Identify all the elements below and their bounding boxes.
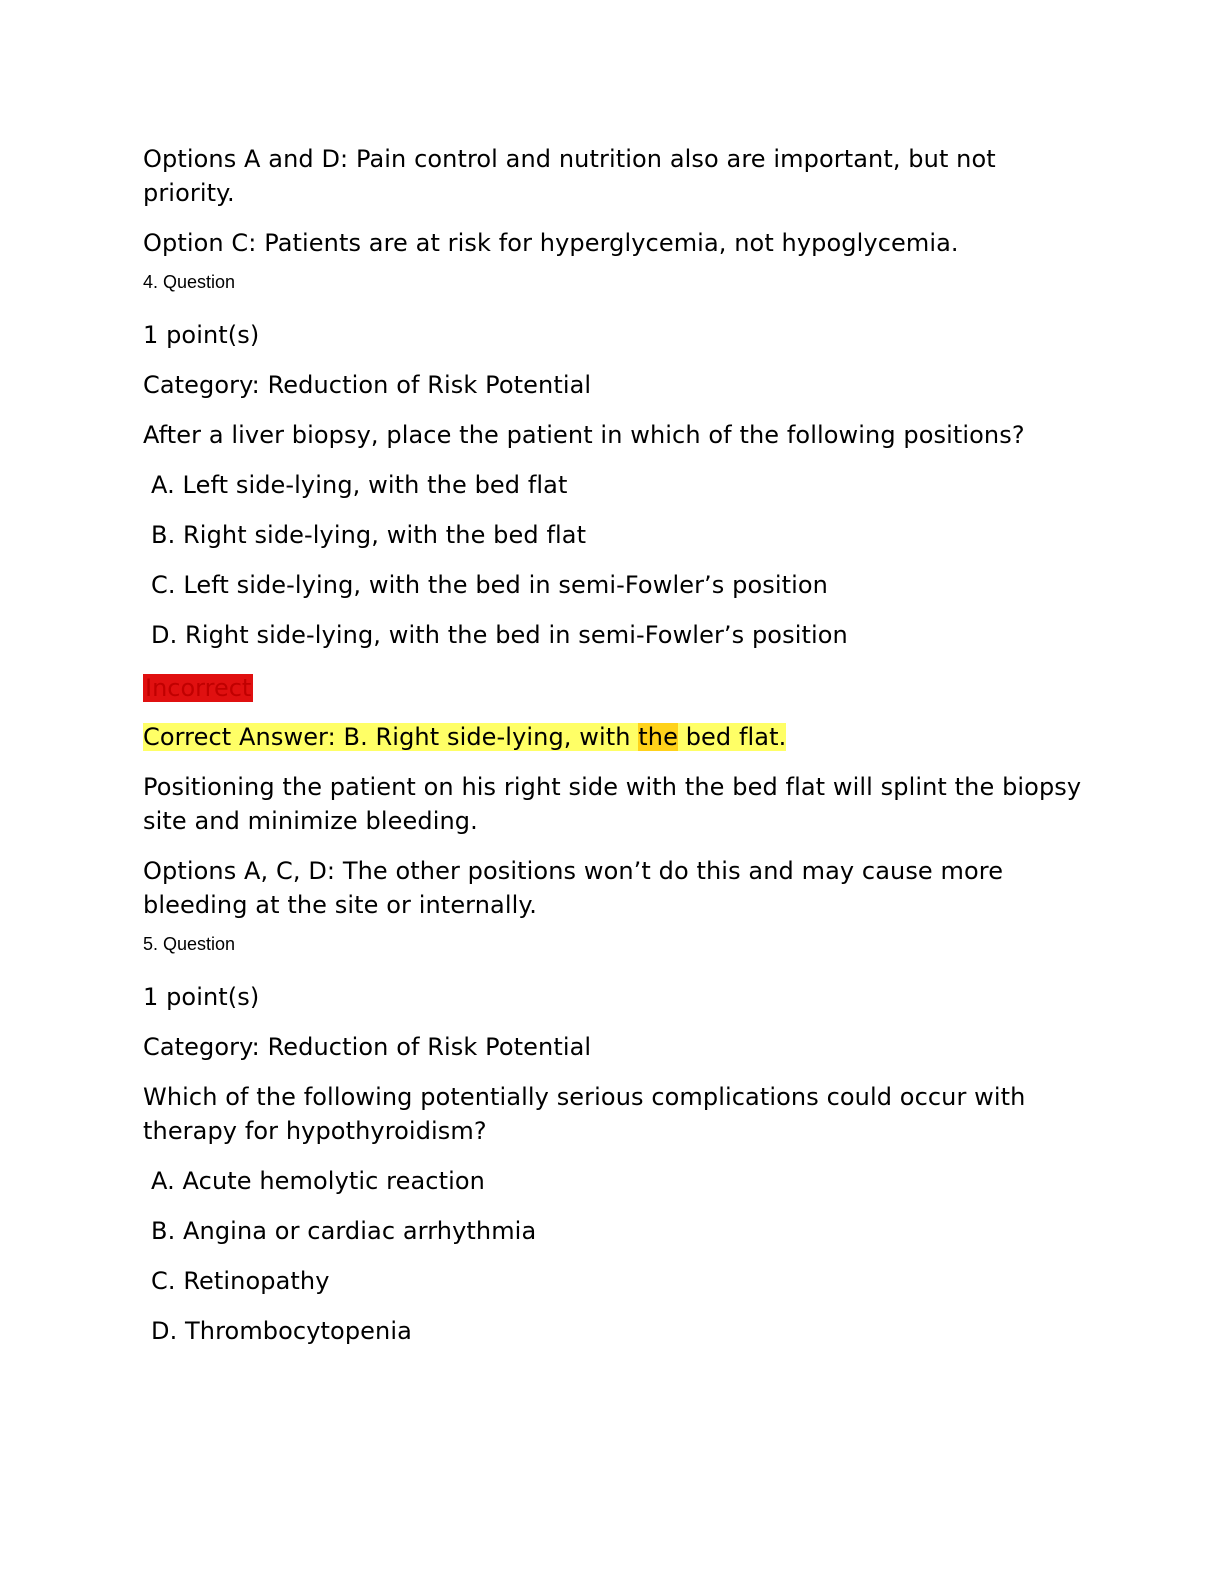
rationale-options-a-d: Options A and D: Pain control and nutrition also are important, but not priority. — [143, 145, 996, 207]
correct-answer-highlight-mid: the — [638, 723, 678, 751]
question-4-number: 4. Question — [143, 272, 236, 292]
question-4-category: Category: Reduction of Risk Potential — [143, 371, 592, 399]
correct-answer-highlight-pre: Correct Answer: B. Right side-lying, with — [143, 723, 639, 751]
question-5-points: 1 point(s) — [143, 983, 260, 1011]
question-5-option-a[interactable]: A. Acute hemolytic reaction — [151, 1167, 485, 1195]
question-4-points: 1 point(s) — [143, 321, 260, 349]
question-4-option-d[interactable]: D. Right side-lying, with the bed in semi-Fowler’s position — [151, 621, 848, 649]
question-5-option-d[interactable]: D. Thrombocytopenia — [151, 1317, 412, 1345]
question-4-option-b[interactable]: B. Right side-lying, with the bed flat — [151, 521, 587, 549]
question-4-correct-answer — [143, 720, 1083, 754]
question-4-result-row — [143, 668, 1083, 720]
question-4-rationale: Positioning the patient on his right side with the bed flat will splint the biopsy site and minimize bleeding. — [143, 773, 1082, 835]
document-page — [143, 142, 1083, 1364]
question-5-category: Category: Reduction of Risk Potential — [143, 1033, 592, 1061]
question-4-option-c[interactable]: C. Left side-lying, with the bed in semi-Fowler’s position — [151, 571, 828, 599]
correct-answer-highlight-post: bed flat. — [677, 723, 787, 751]
question-4-other-options: Options A, C, D: The other positions won’t do this and may cause more bleeding at the site or internally. — [143, 857, 1004, 919]
question-5-stem: Which of the following potentially serious complications could occur with therapy for hypothyroidism? — [143, 1083, 1026, 1145]
question-5-option-b[interactable]: B. Angina or cardiac arrhythmia — [151, 1217, 537, 1245]
question-4-stem: After a liver biopsy, place the patient in which of the following positions? — [143, 421, 1025, 449]
rationale-option-c: Option C: Patients are at risk for hyperglycemia, not hypoglycemia. — [143, 229, 959, 257]
question-5-number: 5. Question — [143, 934, 236, 954]
question-5-option-c[interactable]: C. Retinopathy — [151, 1267, 330, 1295]
question-4-option-a[interactable]: A. Left side-lying, with the bed flat — [151, 471, 568, 499]
incorrect-badge: Incorrect — [145, 674, 252, 702]
